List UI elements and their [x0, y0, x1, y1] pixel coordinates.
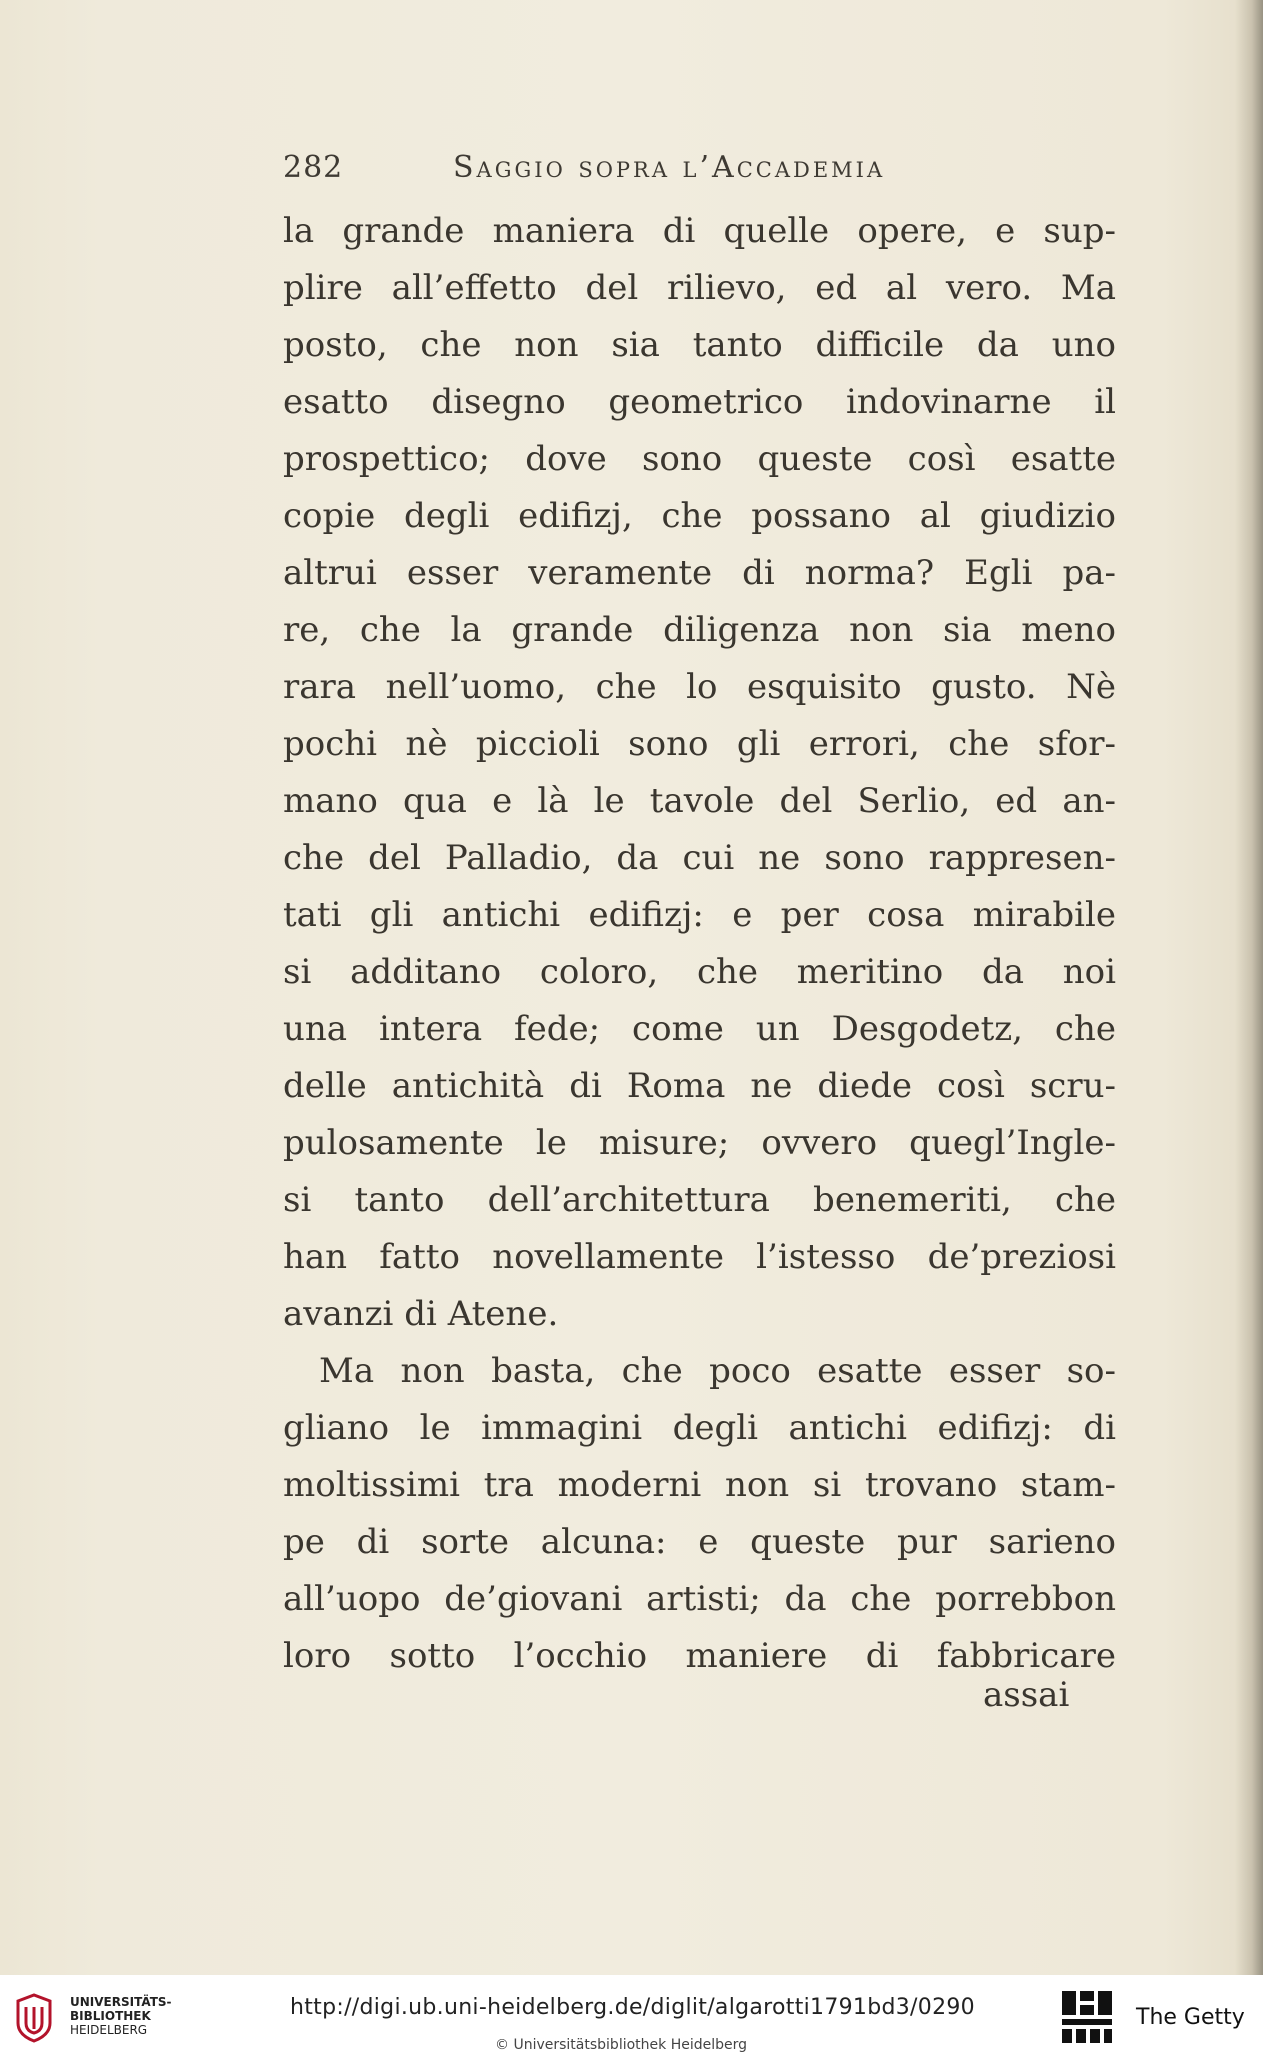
text-line: delle antichità di Roma ne diede così scru-: [283, 1066, 1116, 1106]
text-line: han fatto novellamente l’istesso de’preziosi: [283, 1237, 1116, 1277]
footer-bar: [0, 1975, 1263, 2065]
text-line: re, che la grande diligenza non sia meno: [283, 610, 1116, 650]
text-line: all’uopo de’giovani artisti; da che porrebbon: [283, 1579, 1116, 1619]
running-title: Saggio sopra l’Accademia: [453, 150, 886, 185]
text-line: copie degli edifizj, che possano al giudizio: [283, 496, 1116, 536]
text-line: si tanto dell’architettura benemeriti, che: [283, 1180, 1116, 1220]
page-header: [283, 150, 1163, 190]
text-line: plire all’effetto del rilievo, ed al vero. Ma: [283, 268, 1116, 308]
text-line: pochi nè piccioli sono gli errori, che sfor-: [283, 724, 1116, 764]
text-line: tati gli antichi edifizj: e per cosa mirabile: [283, 895, 1116, 935]
text-line: mano qua e là le tavole del Serlio, ed an-: [283, 781, 1116, 821]
text-line: pe di sorte alcuna: e queste pur sarieno: [283, 1522, 1116, 1562]
text-line: pulosamente le misure; ovvero quegl’Ingle-: [283, 1123, 1116, 1163]
permalink-url[interactable]: http://digi.ub.uni-heidelberg.de/diglit/algarotti1791bd3/0290: [290, 1995, 975, 2020]
library-name-line: HEIDELBERG: [70, 2023, 148, 2037]
text-line: altrui esser veramente di norma? Egli pa-: [283, 553, 1116, 593]
text-line: si additano coloro, che meritino da noi: [283, 952, 1116, 992]
text-line: loro sotto l’occhio maniere di fabbricare: [283, 1636, 1116, 1676]
getty-wordmark: The Getty: [1136, 2005, 1245, 2030]
catchword: assai: [983, 1675, 1070, 1715]
text-line: prospettico; dove sono queste così esatte: [283, 439, 1116, 479]
copyright-notice: © Universitätsbibliothek Heidelberg: [495, 2037, 748, 2053]
getty-logo-icon: [1060, 1987, 1116, 2047]
university-library-logo-icon: [14, 1993, 54, 2043]
library-name-line: BIBLIOTHEK: [70, 2009, 151, 2023]
text-line: che del Palladio, da cui ne sono rappresen-: [283, 838, 1116, 878]
text-line: gliano le immagini degli antichi edifizj: di: [283, 1408, 1116, 1448]
text-line: posto, che non sia tanto difficile da uno: [283, 325, 1116, 365]
text-line: esatto disegno geometrico indovinarne il: [283, 382, 1116, 422]
text-line: una intera fede; come un Desgodetz, che: [283, 1009, 1116, 1049]
text-line: la grande maniera di quelle opere, e sup-: [283, 211, 1116, 251]
page-number: 282: [283, 150, 344, 185]
library-name-line: UNIVERSITÄTS-: [70, 1995, 172, 2009]
paragraph-end-line: avanzi di Atene.: [283, 1294, 559, 1334]
page-edge-shadow: [1235, 0, 1263, 1975]
paragraph-start-line: Ma non basta, che poco esatte esser so-: [319, 1351, 1116, 1391]
text-line: moltissimi tra moderni non si trovano stam-: [283, 1465, 1116, 1505]
body-text: [283, 203, 1116, 1685]
text-line: rara nell’uomo, che lo esquisito gusto. Nè: [283, 667, 1116, 707]
library-name: [70, 1995, 172, 2037]
